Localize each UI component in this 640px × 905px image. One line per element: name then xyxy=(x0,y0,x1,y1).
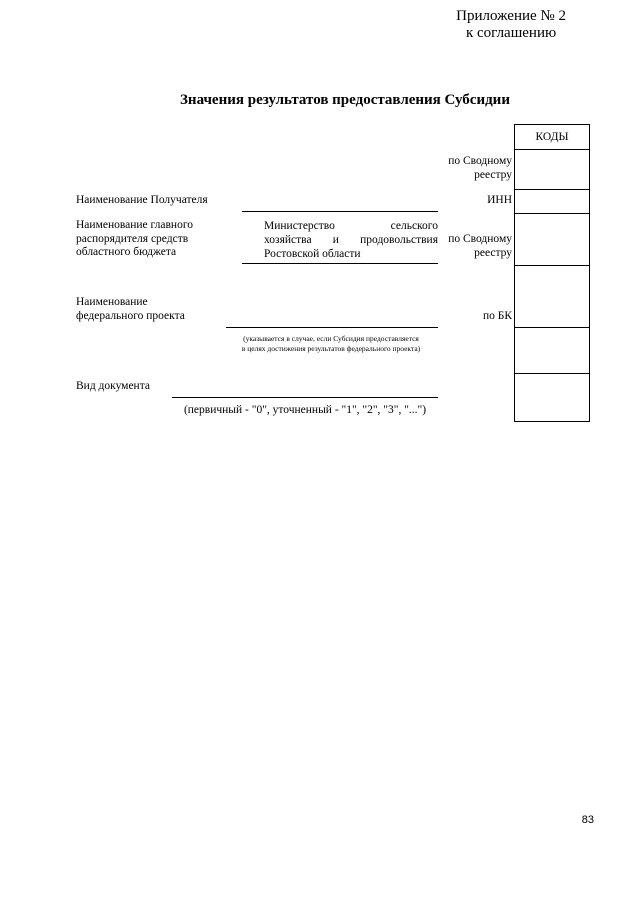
recipient-field-line xyxy=(242,211,438,212)
recipient-label: Наименование Получателя xyxy=(76,194,208,206)
ministry-field-line xyxy=(242,263,438,264)
page-number: 83 xyxy=(581,814,594,826)
appendix-line-1: Приложение № 2 xyxy=(456,8,566,24)
code-cell-bk xyxy=(515,265,589,266)
federal-project-note: (указывается в случае, если Субсидия предоставляется в целях достижения результатов федерального проекта) xyxy=(241,334,421,353)
codes-header: КОДЫ xyxy=(535,131,569,143)
code-cell-note xyxy=(515,327,589,328)
registry-label-mid: по Сводному реестру xyxy=(448,233,512,259)
inn-label: ИНН xyxy=(487,194,512,206)
doc-type-field-line xyxy=(172,397,438,398)
federal-project-label: Наименование федерального проекта xyxy=(76,296,185,322)
main-manager-label: Наименование главного распорядителя средств областного бюджета xyxy=(76,219,194,258)
code-cell-registry-mid xyxy=(515,213,589,214)
doc-type-note: (первичный - "0", уточненный - "1", "2", "3", "...") xyxy=(183,404,427,416)
code-cell-registry-top xyxy=(515,149,589,150)
codes-column xyxy=(514,124,590,422)
appendix-line-2: к соглашению xyxy=(465,25,557,41)
doc-type-label: Вид документа xyxy=(76,380,150,392)
appendix-header xyxy=(456,8,566,42)
registry-label-top: по Сводному реестру xyxy=(448,155,512,181)
code-cell-inn xyxy=(515,189,589,190)
ministry-value: Министерство сельского хозяйства и продовольствия Ростовской области xyxy=(264,220,438,260)
code-cell-doc-type xyxy=(515,373,589,374)
bk-label: по БК xyxy=(482,310,512,322)
federal-project-field-line xyxy=(226,327,438,328)
document-title: Значения результатов предоставления Субсидии xyxy=(180,92,510,108)
